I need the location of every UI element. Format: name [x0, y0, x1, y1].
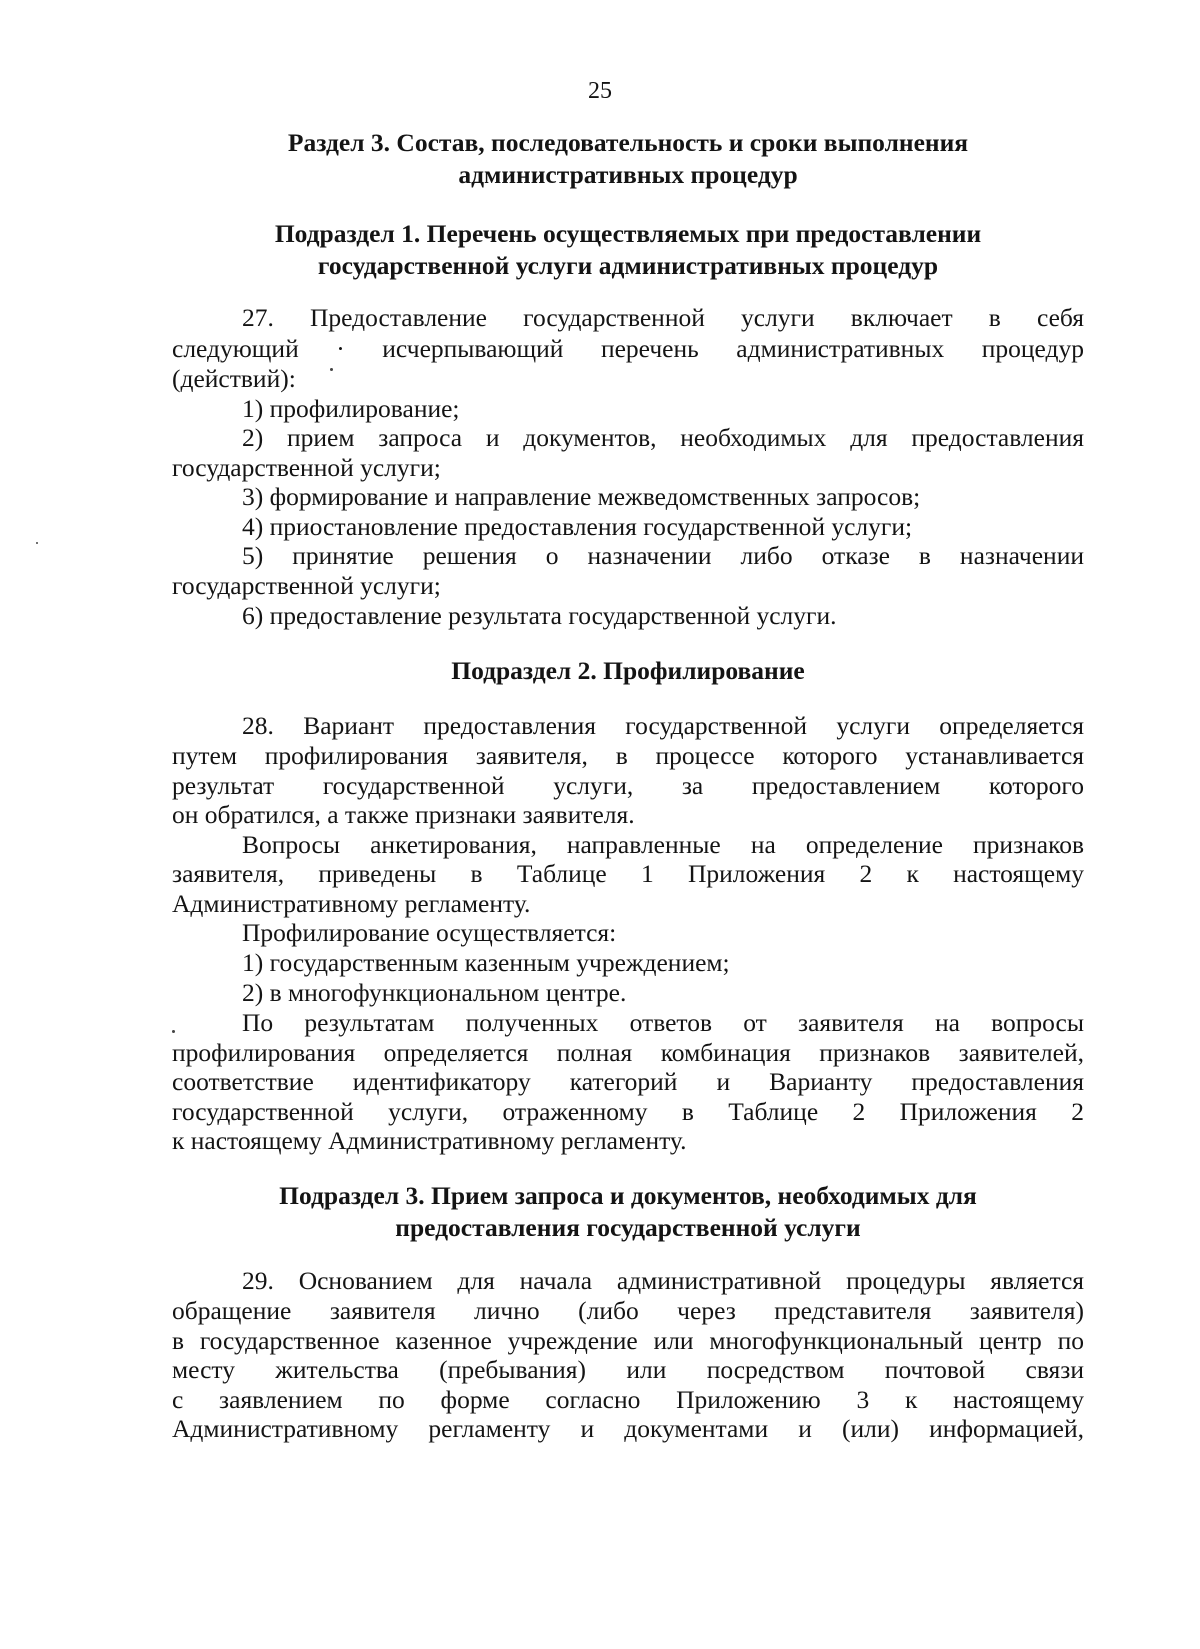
- paragraph-line: государственной услуги;: [172, 453, 441, 482]
- list-item: 1) профилирование;: [242, 394, 460, 423]
- scan-speck: [172, 1030, 175, 1033]
- list-item: 4) приостановление предоставления государственной услуги;: [242, 512, 913, 541]
- subsection1-title-line-2: государственной услуги административных процедур: [317, 251, 939, 280]
- paragraph-line: Профилирование осуществляется:: [242, 918, 617, 947]
- paragraph-line: заявителя, приведены в Таблице 1 Приложения 2 к настоящему: [172, 859, 1084, 888]
- paragraph-line: соответствие идентификатору категорий и Варианту предоставления: [172, 1067, 1084, 1096]
- paragraph-line: Вопросы анкетирования, направленные на определение признаков: [242, 830, 1084, 859]
- scan-speck: [330, 368, 333, 371]
- section-title-line-2: административных процедур: [458, 160, 798, 189]
- paragraph-line: Административному регламенту и документами и (или) информацией,: [172, 1414, 1084, 1443]
- paragraph-line: результат государственной услуги, за предоставлением которого: [172, 771, 1084, 800]
- list-item: 2) в многофункциональном центре.: [242, 978, 627, 1007]
- paragraph-line: путем профилирования заявителя, в процессе которого устанавливается: [172, 741, 1084, 770]
- subsection3-title-line-2: предоставления государственной услуги: [395, 1213, 861, 1242]
- paragraph-line: (действий):: [172, 364, 296, 393]
- paragraph-line: месту жительства (пребывания) или посредством почтовой связи: [172, 1355, 1084, 1384]
- paragraph-line: государственной услуги, отраженному в Таблице 2 Приложения 2: [172, 1097, 1084, 1126]
- list-item: 2) прием запроса и документов, необходимых для предоставления: [242, 423, 1084, 452]
- list-item: 5) принятие решения о назначении либо отказе в назначении: [242, 541, 1084, 570]
- paragraph-line: в государственное казенное учреждение или многофункциональный центр по: [172, 1326, 1084, 1355]
- paragraph-line: 29. Основанием для начала административной процедуры является: [242, 1266, 1084, 1295]
- paragraph-line: с заявлением по форме согласно Приложению 3 к настоящему: [172, 1385, 1084, 1414]
- paragraph-line: государственной услуги;: [172, 571, 441, 600]
- subsection2-title: Подраздел 2. Профилирование: [451, 656, 805, 685]
- paragraph-line: он обратился, а также признаки заявителя.: [172, 800, 635, 829]
- paragraph-line: следующий · исчерпывающий перечень административных процедур: [172, 334, 1084, 363]
- paragraph-line: 28. Вариант предоставления государственной услуги определяется: [242, 711, 1084, 740]
- paragraph-line: 27. Предоставление государственной услуги включает в себя: [242, 303, 1084, 332]
- scan-speck: [36, 542, 38, 544]
- subsection3-title-line-1: Подраздел 3. Прием запроса и документов, необходимых для: [279, 1181, 977, 1210]
- paragraph-line: профилирования определяется полная комбинация признаков заявителей,: [172, 1038, 1084, 1067]
- page-number: 25: [588, 78, 612, 104]
- list-item: 3) формирование и направление межведомственных запросов;: [242, 482, 921, 511]
- paragraph-line: к настоящему Административному регламенту.: [172, 1126, 687, 1155]
- list-item: 1) государственным казенным учреждением;: [242, 948, 730, 977]
- paragraph-line: По результатам полученных ответов от заявителя на вопросы: [242, 1008, 1084, 1037]
- paragraph-line: Административному регламенту.: [172, 889, 531, 918]
- paragraph-line: обращение заявителя лично (либо через представителя заявителя): [172, 1296, 1084, 1325]
- list-item: 6) предоставление результата государственной услуги.: [242, 601, 837, 630]
- section-title-line-1: Раздел 3. Состав, последовательность и сроки выполнения: [287, 128, 969, 157]
- subsection1-title-line-1: Подраздел 1. Перечень осуществляемых при предоставлении: [274, 219, 982, 248]
